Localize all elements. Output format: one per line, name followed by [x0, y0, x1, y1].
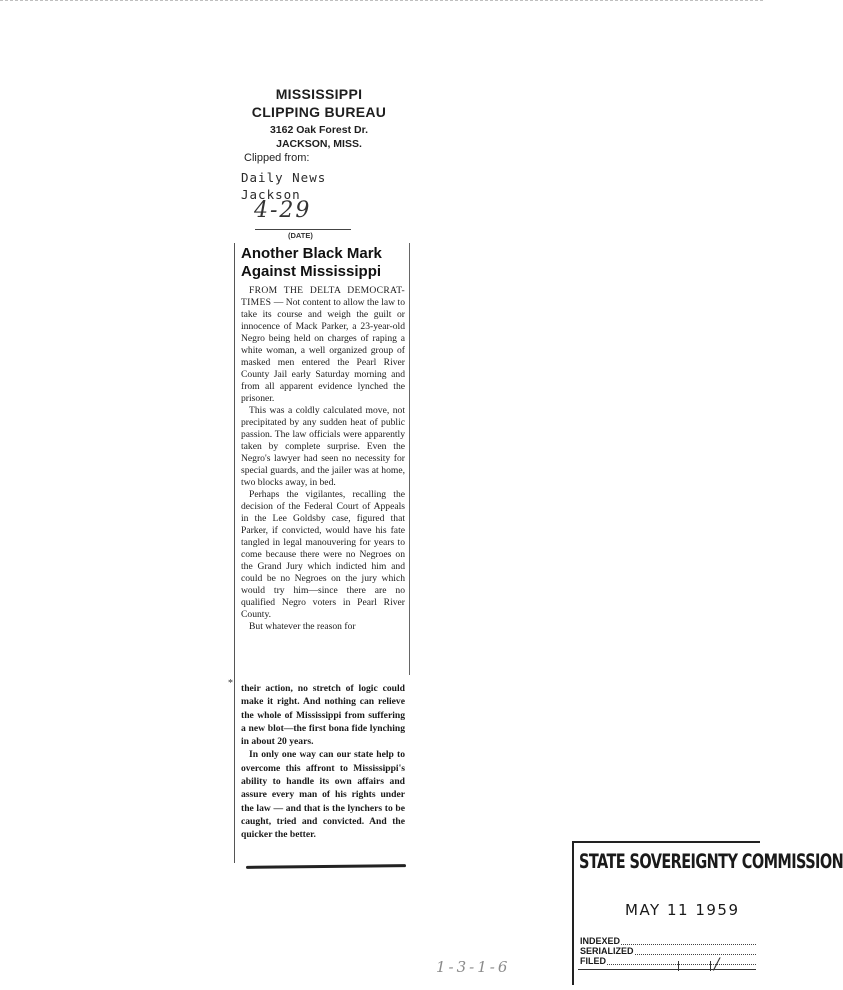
stamp-filed-row [580, 956, 756, 966]
article-body-lower [241, 682, 405, 842]
bureau-city: JACKSON, MISS. [276, 138, 362, 150]
state-sovereignty-stamp [572, 841, 843, 985]
paragraph-1-text: — Not content to allow the law to take its course and weigh the guilt or innocence of Mack Parker, a 23-year-old Negro being held on charges of raping a white woman, a well organized group of masked men entered the Pearl River County Jail early Saturday morning and from all apparent evidence lynched the prisoner. [241, 297, 405, 404]
article-byline: FROM THE DELTA DEMOCRAT-TIMES [241, 285, 405, 308]
article-end-rule [246, 864, 406, 869]
headline-line1: Another Black Mark [241, 245, 382, 262]
stamp-date: MAY 11 1959 [625, 901, 740, 919]
serialized-label: SERIALIZED [580, 946, 634, 956]
stamp-handwritten-initial: / [714, 954, 720, 973]
article-paragraph-4-continued: their action, no stretch of logic could make it right. And nothing can relieve the whole of Mississippi from suffering a new blot—the first bona fide lynching in about 20 years. [241, 683, 405, 748]
column-rule-right [409, 243, 410, 675]
clipping-bureau-header [238, 85, 400, 151]
clipped-from-label: Clipped from: [244, 152, 310, 164]
newspaper-name: Daily News [241, 170, 327, 185]
date-label: (DATE) [288, 231, 313, 240]
bureau-name-line1: MISSISSIPPI [275, 86, 363, 102]
article-headline [241, 245, 411, 281]
stamp-serialized-row [580, 946, 756, 956]
stamp-title: STATE SOVEREIGNTY COMMISSION [579, 852, 843, 874]
stamp-divider-1 [678, 961, 679, 971]
article-paragraph-1 [241, 285, 405, 405]
page-top-edge [0, 0, 763, 5]
newspaper-city: Jackson [241, 187, 301, 202]
continuation-mark: * [228, 678, 233, 689]
stamp-divider-2 [710, 961, 711, 971]
article-paragraph-2: This was a coldly calculated move, not precipitated by any sudden heat of public passion. The law officials were apparently taken by complete surprise. Even the Negro's lawyer had seen no necessity for special guards, and the jailer was at home, two blocks away, in bed. [241, 405, 405, 488]
stamp-bottom-line [578, 969, 756, 970]
filed-label: FILED [580, 956, 606, 966]
headline-line2: Against Mississippi [241, 263, 382, 280]
article-paragraph-5: In only one way can our state help to overcome this affront to Mississippi's ability to handle its own affairs and assure every man of his rights under the law — and that is the lynchers to be caught, tried and convicted. And the quicker the better. [241, 749, 405, 841]
article-paragraph-4-start: But whatever the reason for [249, 621, 356, 632]
article-paragraph-3: Perhaps the vigilantes, recalling the decision of the Federal Court of Appeals in the Lee Goldsby case, figured that Parker, if convicted, would have his fate tangled in legal manouvering for years to come because there were no Negroes on the Grand Jury which indicted him and could be no Negroes on the jury which would try him—since there are no qualified Negro voters in Pearl River County. [241, 489, 405, 620]
article-body-upper [241, 285, 405, 633]
indexed-label: INDEXED [580, 936, 621, 946]
handwritten-clip-date: 4-29 [254, 198, 312, 223]
handwritten-file-number: 1-3-1-6 [436, 958, 511, 976]
date-underline [255, 229, 351, 230]
bureau-name-line2: CLIPPING BUREAU [251, 104, 387, 120]
column-rule-left [234, 243, 235, 863]
stamp-indexed-row [580, 936, 756, 946]
bureau-address: 3162 Oak Forest Dr. [269, 124, 369, 136]
